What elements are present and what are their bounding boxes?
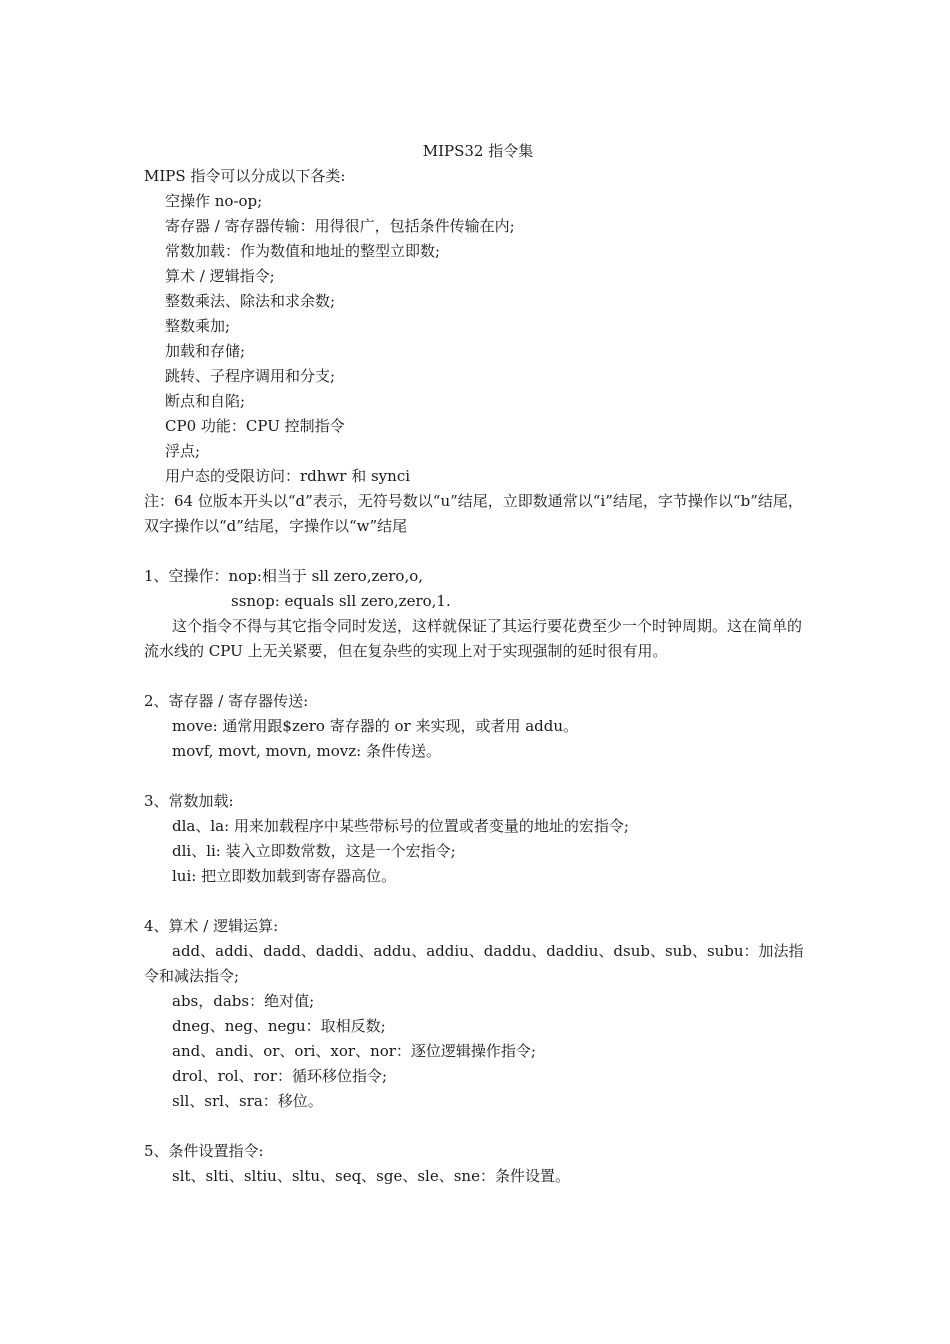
category-item: 空操作 no-op; — [165, 192, 263, 210]
category-item: CP0 功能：CPU 控制指令 — [165, 417, 345, 435]
spacer — [144, 1114, 812, 1139]
spacer — [144, 889, 812, 914]
document-title: MIPS32 指令集 — [422, 142, 534, 160]
section-3-heading: 3、常数加载: — [144, 792, 234, 810]
intro-note: 注：64 位版本开头以“d”表示，无符号数以“u”结尾，立即数通常以“i”结尾，字节操作以“b”结尾，双字操作以“d”结尾，字操作以“w”结尾 — [144, 492, 803, 535]
category-item: 整数乘法、除法和求余数; — [165, 292, 336, 310]
category-item: 浮点; — [165, 442, 201, 460]
section-2-item: move: 通常用跟$zero 寄存器的 or 来实现，或者用 addu。 — [172, 717, 579, 735]
category-item: 算术 / 逻辑指令; — [165, 267, 275, 285]
section-3-item: dla、la: 用来加载程序中某些带标号的位置或者变量的地址的宏指令; — [172, 817, 629, 835]
section-1-paragraph: 这个指令不得与其它指令同时发送，这样就保证了其运行要花费至少一个时钟周期。这在简单的流水线的 CPU 上无关紧要，但在复杂些的实现上对于实现强制的延时很有用。 — [144, 617, 803, 660]
category-item: 加载和存储; — [165, 342, 246, 360]
category-item: 寄存器 / 寄存器传输：用得很广，包括条件传输在内; — [165, 217, 515, 235]
spacer — [144, 764, 812, 789]
section-4-item: drol、rol、ror：循环移位指令; — [172, 1067, 388, 1085]
section-1-ssnop: ssnop: equals sll zero,zero,1. — [231, 592, 451, 610]
section-2-heading: 2、寄存器 / 寄存器传送: — [144, 692, 309, 710]
section-4-item: and、andi、or、ori、xor、nor：逐位逻辑操作指令; — [172, 1042, 536, 1060]
category-item: 跳转、子程序调用和分支; — [165, 367, 336, 385]
intro-heading: MIPS 指令可以分成以下各类: — [144, 167, 346, 185]
section-2-item: movf, movt, movn, movz: 条件传送。 — [172, 742, 441, 760]
section-4-add-line: add、addi、dadd、daddi、addu、addiu、daddu、daddiu、dsub、sub、subu：加法指令和减法指令; — [144, 942, 804, 985]
section-3-item: lui: 把立即数加载到寄存器高位。 — [172, 867, 397, 885]
section-5-item: slt、slti、sltiu、sltu、seq、sge、sle、sne：条件设置。 — [172, 1167, 570, 1185]
section-4-item: sll、srl、sra：移位。 — [172, 1092, 323, 1110]
spacer — [144, 664, 812, 689]
section-4-item: dneg、neg、negu：取相反数; — [172, 1017, 386, 1035]
section-4-heading: 4、算术 / 逻辑运算: — [144, 917, 279, 935]
category-item: 用户态的受限访问：rdhwr 和 synci — [165, 467, 411, 485]
section-1-heading: 1、空操作：nop:相当于 sll zero,zero,o, — [144, 567, 424, 585]
category-item: 断点和自陷; — [165, 392, 246, 410]
section-5-heading: 5、条件设置指令: — [144, 1142, 264, 1160]
spacer — [144, 539, 812, 564]
document-page — [144, 139, 812, 1189]
section-4-item: abs，dabs：绝对值; — [172, 992, 315, 1010]
category-item: 整数乘加; — [165, 317, 231, 335]
section-3-item: dli、li: 装入立即数常数，这是一个宏指令; — [172, 842, 456, 860]
category-item: 常数加载：作为数值和地址的整型立即数; — [165, 242, 441, 260]
